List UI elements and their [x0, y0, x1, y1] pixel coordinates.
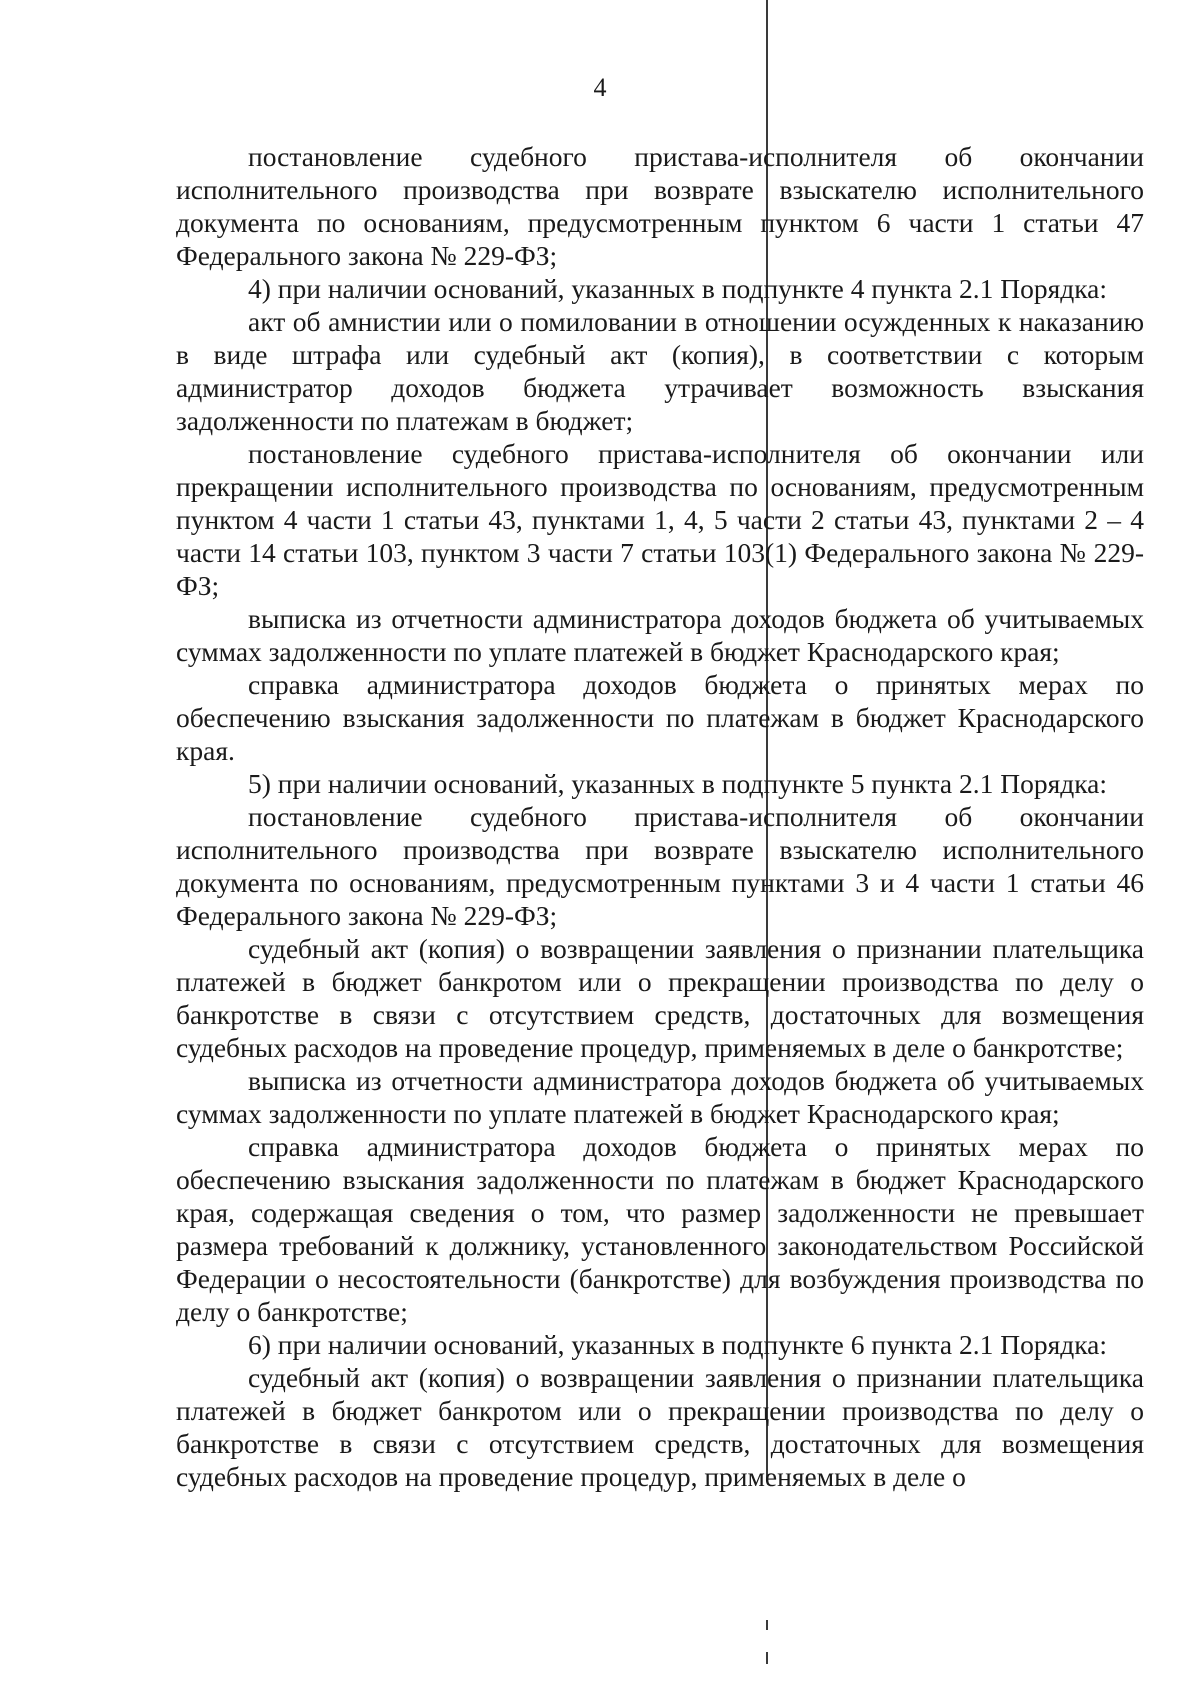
scan-artifact-line	[766, 1652, 768, 1664]
paragraph: справка администратора доходов бюджета о принятых мерах по обеспечению взыскания задолженности по платежам в бюджет Краснодарского края.	[176, 669, 1144, 766]
paragraph: постановление судебного пристава-исполнителя об окончании или прекращении исполнительного производства по основаниям, предусмотренным пунктом 4 части 1 статьи 43, пунктами 1, 4, 5 части 2 статьи 43, пунктами 2 – 4 части 14 статьи 103, пунктом 3 части 7 статьи 103(1) Федерального закона № 229-ФЗ;	[176, 438, 1144, 601]
paragraph: 6) при наличии оснований, указанных в подпункте 6 пункта 2.1 Порядка:	[248, 1329, 1108, 1360]
paragraph: судебный акт (копия) о возвращении заявления о признании плательщика платежей в бюджет банкротом или о прекращении производства по делу о банкротстве в связи с отсутствием средств, достаточных для возмещения судебных расходов на проведение процедур, применяемых в деле о банкротстве;	[176, 933, 1144, 1063]
paragraph: выписка из отчетности администратора доходов бюджета об учитываемых суммах задолженности по уплате платежей в бюджет Краснодарского края;	[176, 603, 1144, 667]
paragraph: судебный акт (копия) о возвращении заявления о признании плательщика платежей в бюджет банкротом или о прекращении производства по делу о банкротстве в связи с отсутствием средств, достаточных для возмещения судебных расходов на проведение процедур, применяемых в деле о	[176, 1362, 1144, 1492]
paragraph: справка администратора доходов бюджета о принятых мерах по обеспечению взыскания задолженности по платежам в бюджет Краснодарского края, содержащая сведения о том, что размер задолженности не превышает размера требований к должнику, установленного законодательством Российской Федерации о несостоятельности (банкротстве) для возбуждения производства по делу о банкротстве;	[176, 1131, 1144, 1327]
paragraph: постановление судебного пристава-исполнителя об окончании исполнительного производства при возврате взыскателю исполнительного документа по основаниям, предусмотренным пунктами 3 и 4 части 1 статьи 46 Федерального закона № 229-ФЗ;	[176, 801, 1144, 931]
paragraph: акт об амнистии или о помиловании в отношении осужденных к наказанию в виде штрафа или судебный акт (копия), в соответствии с которым администратор доходов бюджета утрачивает возможность взыскания задолженности по платежам в бюджет;	[176, 306, 1144, 436]
paragraph: 5) при наличии оснований, указанных в подпункте 5 пункта 2.1 Порядка:	[248, 768, 1108, 799]
paragraph: выписка из отчетности администратора доходов бюджета об учитываемых суммах задолженности по уплате платежей в бюджет Краснодарского края;	[176, 1065, 1144, 1129]
paragraph: 4) при наличии оснований, указанных в подпункте 4 пункта 2.1 Порядка:	[248, 273, 1108, 304]
page-number: 4	[593, 73, 607, 102]
scan-artifact-line	[766, 1620, 768, 1630]
document-body	[176, 140, 1144, 1493]
paragraph: постановление судебного пристава-исполнителя об окончании исполнительного производства при возврате взыскателю исполнительного документа по основаниям, предусмотренным пунктом 6 части 1 статьи 47 Федерального закона № 229-ФЗ;	[176, 141, 1144, 271]
